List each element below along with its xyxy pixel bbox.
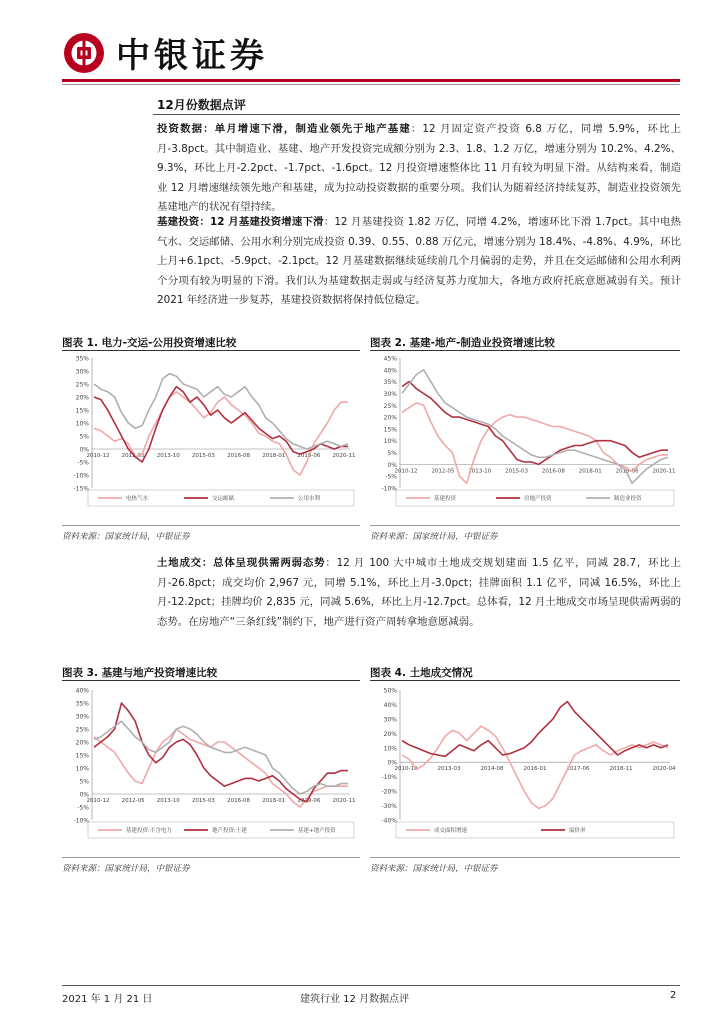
figure-3-top-rule	[62, 680, 360, 681]
y-tick-label: 40%	[383, 367, 397, 375]
y-tick-label: 0%	[79, 791, 89, 799]
y-tick-label: -30%	[381, 803, 397, 811]
paragraph-infrastructure	[157, 213, 681, 311]
figure-2-title: 图表 2. 基建-地产-制造业投资增速比较	[370, 337, 555, 349]
y-tick-label: -10%	[73, 817, 89, 825]
x-tick-label: 2020-11	[652, 468, 676, 475]
y-tick-label: 35%	[75, 700, 89, 708]
x-tick-label: 2018-01	[578, 468, 602, 475]
y-tick-label: 20%	[383, 414, 397, 422]
legend-label: 基建+地产投资	[298, 828, 336, 834]
x-tick-label: 2020-11	[332, 453, 356, 459]
y-tick-label: 20%	[75, 394, 89, 402]
page-number: 2	[670, 990, 677, 1001]
y-tick-label: 20%	[75, 739, 89, 747]
paragraph-lead: 投资数据：单月增速下滑，制造业领先于地产基建	[157, 123, 411, 135]
brand-name: 中银证券	[116, 36, 268, 76]
y-tick-label: 10%	[75, 420, 89, 428]
y-tick-label: -15%	[73, 485, 89, 493]
y-tick-label: 30%	[75, 713, 89, 721]
y-tick-label: -10%	[381, 774, 397, 782]
y-tick-label: -5%	[77, 459, 89, 467]
figure-1-bottom-rule	[62, 525, 360, 526]
y-tick-label: 5%	[79, 433, 89, 441]
y-tick-label: 50%	[383, 687, 397, 695]
figure-2-top-rule	[370, 350, 680, 351]
chart-2	[370, 352, 680, 522]
y-tick-label: 20%	[383, 730, 397, 738]
y-tick-label: -10%	[381, 485, 397, 493]
figure-4-title: 图表 4. 土地成交情况	[370, 667, 473, 679]
paragraph-lead: 基建投资：12 月基建投资增速下滑	[157, 216, 324, 228]
y-tick-label: 10%	[75, 765, 89, 773]
legend-label: 电热气水	[126, 496, 149, 502]
chart-4	[370, 684, 680, 854]
x-tick-label: 2018-01	[262, 798, 286, 804]
x-tick-label: 2010-12	[394, 468, 418, 475]
legend-label: 公用水利	[298, 496, 321, 502]
header-red-rule	[62, 79, 680, 82]
y-tick-label: 25%	[75, 381, 89, 389]
y-tick-label: -20%	[381, 788, 397, 796]
footer-date: 2021 年 1 月 21 日	[62, 994, 153, 1005]
section-title-rule	[153, 114, 680, 115]
x-tick-label: 2017-06	[566, 766, 590, 773]
x-tick-label: 2016-08	[227, 453, 251, 459]
chart-1	[62, 352, 360, 522]
y-tick-label: -10%	[73, 472, 89, 480]
paragraph-body: ：12 月基建投资 1.82 万亿，同增 4.2%，增速环比下滑 1.7pct。其中电热气水、交运邮储、公用水利分别完成投资 0.39、0.55、0.88 万亿元，增速分别为 18.4%、-4.8%、4.9%，环比上月+6.1pct、-5.9pct、-2.1pct。12 月基建数据继续延续前几个月偏弱的走势，并且在交运邮储和公用水利两个分项有较为明显的下滑。我们认为基建数据走弱或与经济复苏力度加大，各地方政府托底意愿减弱有关。预计 2021 年经济进一步复苏，基建投资数据将保持低位稳定。	[157, 216, 681, 306]
section-title: 12月份数据点评	[157, 98, 246, 112]
legend-label: 溢价率	[569, 828, 586, 834]
y-tick-label: 25%	[75, 726, 89, 734]
x-tick-label: 2015-03	[191, 453, 215, 459]
legend-label: 基建投资	[434, 496, 457, 502]
footer-rule	[62, 985, 680, 986]
series-line-1	[94, 392, 348, 475]
y-tick-label: 25%	[383, 402, 397, 410]
y-tick-label: 35%	[75, 355, 89, 363]
y-tick-label: 40%	[383, 701, 397, 709]
header-grey-rule	[62, 84, 680, 85]
x-tick-label: 2020-11	[332, 798, 356, 804]
figure-4-top-rule	[370, 680, 680, 681]
chart-3	[62, 684, 360, 854]
x-tick-label: 2018-11	[609, 766, 633, 773]
x-tick-label: 2012-05	[431, 468, 455, 475]
series-line-3	[94, 374, 348, 449]
y-tick-label: 30%	[383, 716, 397, 724]
legend-label: 交运邮储	[212, 496, 235, 502]
legend-label: 制造业投资	[614, 496, 642, 502]
y-tick-label: 45%	[383, 355, 397, 363]
figure-1-top-rule	[62, 350, 360, 351]
series-line-2	[402, 702, 668, 757]
x-tick-label: 2013-10	[156, 453, 180, 459]
y-tick-label: 0%	[79, 446, 89, 454]
x-tick-label: 2010-10	[394, 766, 418, 773]
legend-label: 基建投资:不含电力	[126, 828, 172, 834]
y-tick-label: -5%	[77, 804, 89, 812]
y-tick-label: -5%	[385, 473, 397, 481]
x-tick-label: 2015-03	[191, 798, 215, 804]
y-tick-label: 0%	[387, 461, 397, 469]
x-tick-label: 2016-08	[541, 468, 565, 475]
x-tick-label: 2012-05	[121, 798, 145, 804]
figure-3-title: 图表 3. 基建与地产投资增速比较	[62, 667, 218, 679]
x-tick-label: 2010-12	[86, 453, 110, 459]
y-tick-label: 0%	[387, 759, 397, 767]
legend-label: 房地产投资	[524, 496, 552, 502]
paragraph-land	[157, 554, 681, 632]
paragraph-body: ：12 月固定资产投资 6.8 万亿，同增 5.9%，环比上月-3.8pct。其中制造业、基建、地产开发投资完成额分别为 2.3、1.8、1.2 万亿，增速分别为 10.2%、4.2%、9.3%，环比上月-2.2pct、-1.7pct、-1.6pct。12 月投资增速整体比 11 月有较为明显下滑。从结构来看，制造业 12 月增速继续领先地产和基建，成为拉动投资数据的重要分项。我们认为随着经济持续复苏，制造业投资领先基建地产的状况有望持续。	[157, 123, 681, 213]
series-line-3	[402, 370, 668, 484]
x-tick-label: 2019-06	[297, 453, 321, 459]
y-tick-label: 30%	[75, 368, 89, 376]
figure-4-bottom-rule	[370, 857, 680, 858]
legend-label: 地产投资:土建	[212, 828, 247, 834]
bank-logo-icon	[62, 31, 106, 75]
y-tick-label: 15%	[75, 752, 89, 760]
x-tick-label: 2013-03	[437, 766, 461, 773]
x-tick-label: 2016-01	[523, 766, 547, 773]
y-tick-label: -40%	[381, 817, 397, 825]
y-tick-label: 30%	[383, 390, 397, 398]
x-tick-label: 2015-03	[505, 468, 529, 475]
paragraph-lead: 土地成交：总体呈现供需两弱态势	[157, 557, 326, 569]
x-tick-label: 2013-10	[156, 798, 180, 804]
legend-label: 成交面积增速	[434, 828, 468, 834]
header	[62, 28, 268, 77]
x-tick-label: 2018-01	[262, 453, 286, 459]
figure-1-title: 图表 1. 电力-交运-公用投资增速比较	[62, 337, 237, 349]
x-tick-label: 2019-06	[615, 468, 639, 475]
footer-title: 建筑行业 12 月数据点评	[300, 994, 410, 1005]
figure-4-source: 资料来源：国家统计局，中银证券	[370, 864, 498, 874]
y-tick-label: 10%	[383, 438, 397, 446]
y-tick-label: 10%	[383, 745, 397, 753]
paragraph-investment	[157, 120, 681, 218]
figure-2-bottom-rule	[370, 525, 680, 526]
x-tick-label: 2013-10	[468, 468, 492, 475]
y-tick-label: 15%	[75, 407, 89, 415]
y-tick-label: 5%	[79, 778, 89, 786]
x-tick-label: 2019-06	[297, 798, 321, 804]
figure-2-source: 资料来源：国家统计局，中银证券	[370, 532, 498, 542]
x-tick-label: 2020-04	[652, 766, 676, 773]
y-tick-label: 40%	[75, 687, 89, 695]
y-tick-label: 35%	[383, 379, 397, 387]
x-tick-label: 2014-08	[480, 766, 504, 773]
figure-3-bottom-rule	[62, 857, 360, 858]
series-line-2	[94, 703, 348, 802]
figure-1-source: 资料来源：国家统计局，中银证券	[62, 532, 190, 542]
x-tick-label: 2016-08	[227, 798, 251, 804]
x-tick-label: 2010-12	[86, 798, 110, 804]
series-line-2	[402, 382, 668, 465]
x-tick-label: 2012-05	[121, 453, 145, 459]
y-tick-label: 15%	[383, 426, 397, 434]
paragraph-body: ：12 月 100 大中城市土地成交规划建面 1.5 亿平，同减 28.7，环比上月-26.8pct；成交均价 2,967 元，同增 5.1%，环比上月-3.0pct；挂牌面积 1.1 亿平，同减 16.5%，环比上月-12.2pct；挂牌均价 2,835 元，同减 5.6%，环比上月-12.7pct。总体看，12 月土地成交市场呈现供需两弱的态势。在房地产“三条红线”制约下，地产进行资产周转拿地意愿减弱。	[157, 557, 681, 628]
y-tick-label: 5%	[387, 450, 397, 458]
figure-3-source: 资料来源：国家统计局，中银证券	[62, 864, 190, 874]
